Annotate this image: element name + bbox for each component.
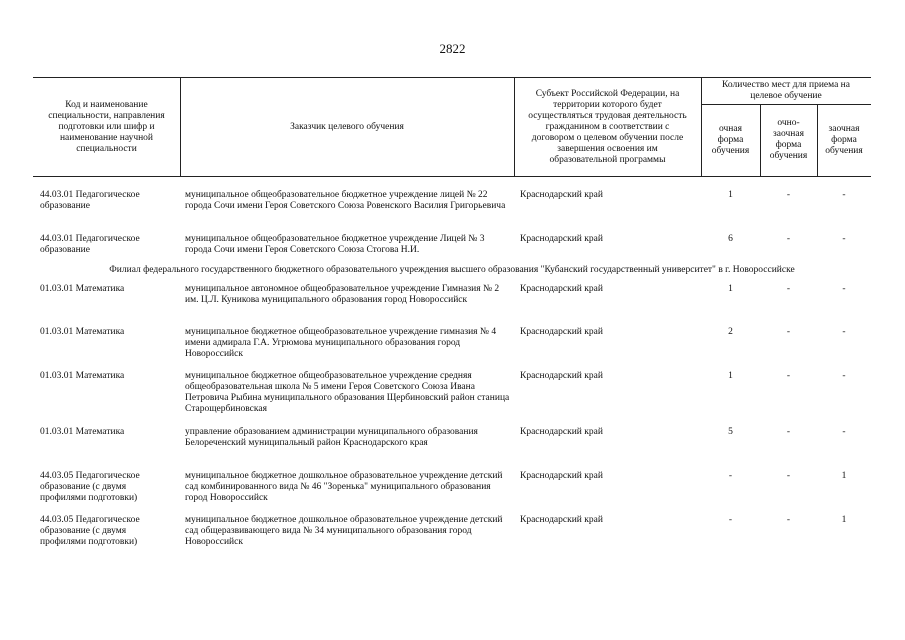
row-code: 01.03.01 Математика	[40, 284, 125, 294]
row-region: Краснодарский край	[520, 371, 603, 381]
row-full-time: 1	[728, 190, 733, 200]
header-region: Субъект Российской Федерации, на территории которого будет осуществляться трудовая деятельность гражданином в соответствии с договором о целевом обучении после завершения освоения им образовательной программы	[528, 88, 687, 165]
header-customer: Заказчик целевого обучения	[290, 121, 404, 132]
row-mixed: -	[786, 427, 791, 437]
row-full-time: 6	[728, 234, 733, 244]
header-mixed: очно-заочная форма обучения	[769, 118, 808, 161]
row-customer: муниципальное автономное общеобразовательное учреждение Гимназия № 2 им. Ц.Л. Куникова муниципального образования город Новороссийск	[185, 284, 500, 305]
row-customer: муниципальное бюджетное общеобразовательное учреждение средняя общеобразовательная школа № 5 имени Героя Советского Союза Ивана Петровича Рыбина муниципального образования Щербиновский район станица Старощербиновская	[185, 371, 510, 414]
row-region: Краснодарский край	[520, 427, 603, 437]
row-mixed: -	[786, 327, 791, 337]
row-customer: муниципальное бюджетное общеобразовательное учреждение гимназия № 4 имени адмирала Г.А. Угрюмова муниципального образования город Новороссийск	[185, 327, 497, 359]
row-code: 01.03.01 Математика	[40, 371, 125, 381]
header-places: Количество мест для приема на целевое обучение	[722, 80, 850, 101]
row-extramural: 1	[841, 471, 847, 481]
header-extramural: заочная форма обучения	[825, 123, 863, 156]
row-full-time: -	[728, 471, 733, 481]
row-code: 01.03.01 Математика	[40, 427, 125, 437]
row-mixed: -	[786, 471, 791, 481]
header-code: Код и наименование специальности, направления подготовки или шифр и наименование научной специальности	[48, 99, 165, 154]
row-customer: муниципальное общеобразовательное бюджетное учреждение Лицей № 3 города Сочи имени Героя Советского Союза Стогова Н.И.	[185, 234, 485, 255]
header-full-time: очная форма обучения	[711, 123, 750, 156]
row-extramural: -	[842, 234, 846, 244]
table-header	[33, 77, 871, 177]
row-extramural: -	[842, 327, 846, 337]
page-number: 2822	[439, 41, 466, 56]
row-customer: муниципальное общеобразовательное бюджетное учреждение лицей № 22 города Сочи имени Героя Советского Союза Ровенского Василия Григорьевича	[185, 190, 506, 211]
row-code: 44.03.05 Педагогическое образование (с двумя профилями подготовки)	[40, 515, 140, 547]
row-extramural: 1	[841, 515, 847, 525]
row-customer: управление образованием администрации муниципального образования Белореченский муниципальный район Краснодарского края	[185, 427, 478, 448]
row-mixed: -	[786, 515, 791, 525]
row-extramural: -	[842, 190, 846, 200]
row-mixed: -	[786, 371, 791, 381]
row-full-time: -	[728, 515, 733, 525]
row-customer: муниципальное бюджетное дошкольное образовательное учреждение детский сад общеразвивающего вида № 34 муниципального образования город Новороссийск	[185, 515, 503, 547]
row-customer: муниципальное бюджетное дошкольное образовательное учреждение детский сад комбинированного вида № 46 "Зоренька" муниципального образования город Новороссийск	[185, 471, 503, 503]
row-region: Краснодарский край	[520, 284, 603, 294]
row-full-time: 5	[728, 427, 733, 437]
section-title: Филиал федерального государственного бюджетного образовательного учреждения высшего образования "Кубанский государственный университет" в г. Новороссийске	[109, 265, 795, 275]
row-mixed: -	[786, 190, 791, 200]
row-full-time: 1	[728, 371, 733, 381]
row-code: 44.03.01 Педагогическое образование	[40, 190, 140, 211]
row-extramural: -	[842, 284, 846, 294]
row-region: Краснодарский край	[520, 471, 603, 481]
row-region: Краснодарский край	[520, 515, 603, 525]
row-full-time: 1	[728, 284, 733, 294]
row-region: Краснодарский край	[520, 327, 603, 337]
row-region: Краснодарский край	[520, 234, 603, 244]
row-code: 44.03.01 Педагогическое образование	[40, 234, 140, 255]
row-mixed: -	[786, 284, 791, 294]
row-region: Краснодарский край	[520, 190, 603, 200]
row-extramural: -	[842, 427, 846, 437]
row-mixed: -	[786, 234, 791, 244]
row-code: 44.03.05 Педагогическое образование (с двумя профилями подготовки)	[40, 471, 140, 503]
row-code: 01.03.01 Математика	[40, 327, 125, 337]
row-extramural: -	[842, 371, 846, 381]
row-full-time: 2	[728, 327, 733, 337]
